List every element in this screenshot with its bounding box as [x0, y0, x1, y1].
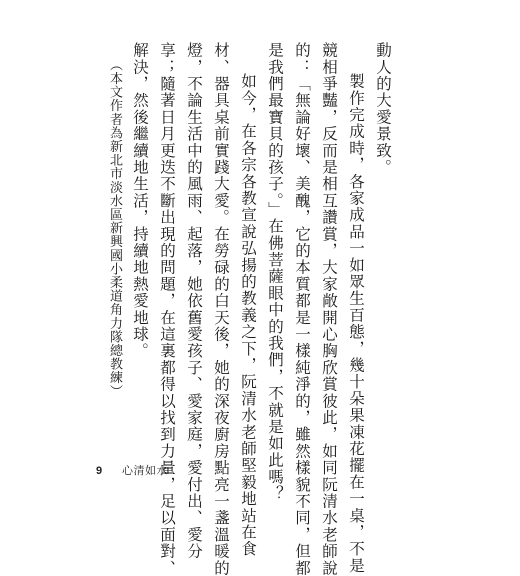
- text-column-1: 動人的大愛景致。: [374, 42, 392, 176]
- text-column-6: 如今，在各宗各教宣說弘揚的教義之下，阮清水老師堅毅地站在食: [239, 73, 257, 558]
- text-column-9: 享；隨著日月更迭不斷出現的問題，在這裏都得以找到力量，足以面對、: [158, 42, 176, 576]
- text-column-3: 競相爭豔，反而是相互讚賞，大家敞開心胸欣賞彼此，如同阮清水老師說: [320, 42, 338, 576]
- page-number: 9: [96, 465, 103, 477]
- running-title: 心清如水: [122, 464, 168, 477]
- text-column-2: 製作完成時，各家成品一如眾生百態，幾十朵果凍花擺在一桌，不是: [347, 73, 365, 574]
- page-footer: [96, 462, 168, 478]
- text-column-7: 材、器具桌前實踐大愛。在勞碌的白天後，她的深夜廚房點亮一盞溫暖的: [212, 42, 230, 576]
- text-column-8: 燈，不論生活中的風雨、起落，她依舊愛孩子、愛家庭，愛付出、愛分: [185, 42, 203, 560]
- text-column-4: 的：「無論好壞、美醜，它的本質都是一樣純淨的，雖然樣貌不同，但都: [293, 42, 311, 576]
- text-column-10: 解決，然後繼續地生活，持續地熱愛地球。: [131, 42, 149, 360]
- author-note: （本文作者為新北市淡水區新興國小柔道角力隊總教練）: [107, 57, 122, 398]
- text-column-5: 是我們最寶貝的孩子。」在佛菩薩眼中的我們，不就是如此嗎？: [266, 42, 284, 502]
